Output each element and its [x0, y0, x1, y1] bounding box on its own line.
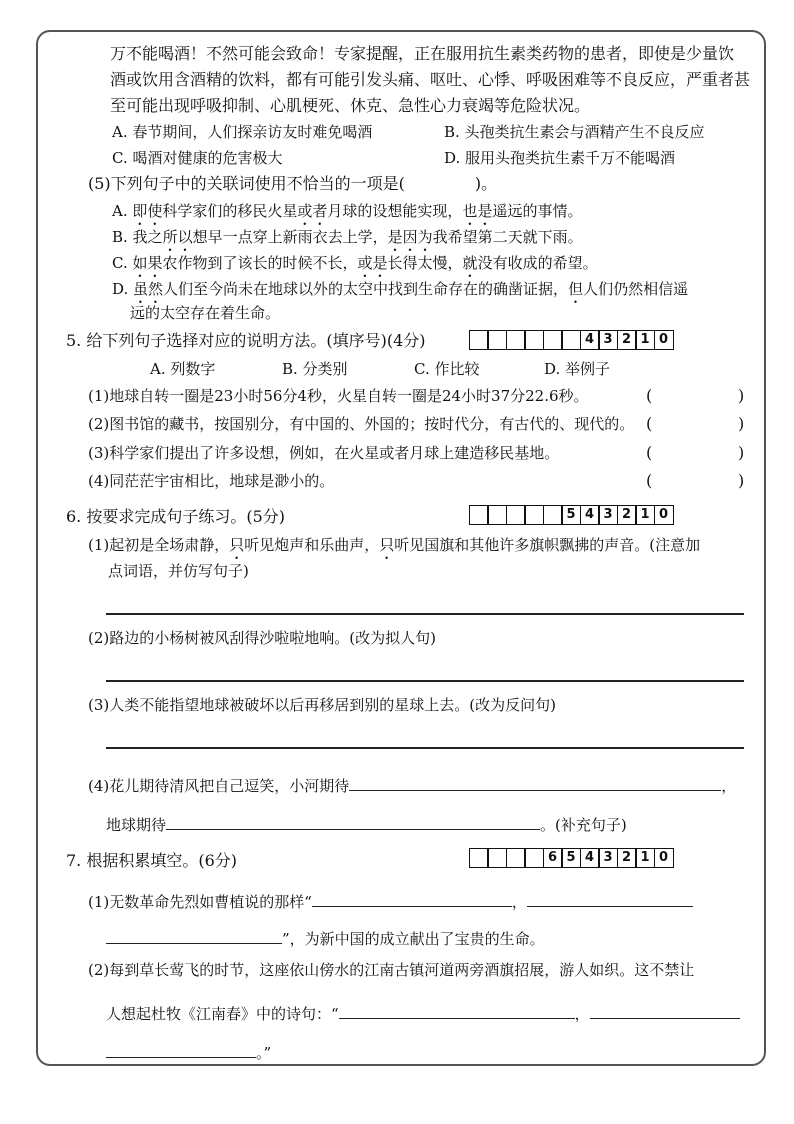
option-5c[interactable]: C. 如果农作物到了该长的时候不长，或是长得太慢，就没有收成的希望。: [112, 254, 598, 272]
passage-line-2: 酒或饮用含酒精的饮料，都有可能引发头痛、呕吐、心悸、呼吸困难等不良反应，严重者甚: [110, 70, 751, 89]
answer-paren-close[interactable]: ): [738, 386, 745, 405]
score-box[interactable]: 3: [598, 848, 618, 868]
score-boxes-q6: [470, 505, 674, 525]
q7-sentence-2-line-2: 人想起杜牧《江南春》中的诗句：“ ，: [106, 1002, 740, 1024]
answer-line-q6-1[interactable]: [106, 613, 744, 615]
q6-sentence-3: (3)人类不能指望地球被破坏以后再移居到别的星球上去。(改为反问句): [88, 696, 556, 714]
score-box[interactable]: 2: [617, 330, 637, 350]
q5-sentence-1: (1)地球自转一圈是23小时56分4秒，火星自转一圈是24小时37分22.6秒。: [88, 387, 589, 405]
option-5d[interactable]: D. 虽然人们至今尚未在地球以外的太空中找到生命存在的确凿证据，但人们仍然相信遥: [112, 280, 689, 298]
answer-blank[interactable]: [339, 1002, 575, 1019]
answer-blank[interactable]: [527, 890, 693, 907]
score-box[interactable]: [524, 505, 544, 525]
answer-blank[interactable]: [349, 774, 721, 791]
passage-line-3: 至可能出现呼吸抑制、心肌梗死、休克、急性心力衰竭等危险状况。: [110, 96, 591, 115]
score-box[interactable]: 1: [635, 848, 655, 868]
score-box[interactable]: [487, 505, 507, 525]
score-box[interactable]: 3: [598, 505, 618, 525]
answer-blank[interactable]: [106, 1041, 256, 1058]
q7-sentence-1: (1)无数革命先烈如曹植说的那样“ ，: [88, 890, 693, 912]
score-box[interactable]: 0: [654, 330, 674, 350]
answer-blank[interactable]: [166, 813, 540, 830]
score-box[interactable]: [524, 330, 544, 350]
score-box[interactable]: [469, 848, 489, 868]
score-box[interactable]: [487, 330, 507, 350]
score-boxes-q7: [470, 848, 674, 868]
option-b[interactable]: B. 头孢类抗生素会与酒精产生不良反应: [444, 123, 705, 141]
q5-sentence-4: (4)同茫茫宇宙相比，地球是渺小的。: [88, 472, 335, 490]
answer-paren-close[interactable]: ): [738, 414, 745, 433]
option-d[interactable]: D. 服用头孢类抗生素千万不能喝酒: [444, 149, 676, 167]
answer-paren-open[interactable]: (: [646, 443, 653, 462]
score-box[interactable]: [469, 330, 489, 350]
question-5-title: 5. 给下列句子选择对应的说明方法。(填序号)(4分): [66, 331, 426, 350]
score-box[interactable]: 1: [635, 330, 655, 350]
option-5a[interactable]: A. 即使科学家们的移民火星或者月球的设想能实现，也是遥远的事情。: [112, 202, 583, 220]
q6-sentence-4-line-2: 地球期待 。(补充句子): [106, 813, 627, 835]
answer-paren-open[interactable]: (: [646, 471, 653, 490]
score-box[interactable]: [487, 848, 507, 868]
score-box[interactable]: 2: [617, 505, 637, 525]
option-c[interactable]: C. 喝酒对健康的危害极大: [112, 149, 283, 167]
score-box[interactable]: 2: [617, 848, 637, 868]
answer-line-q6-2[interactable]: [106, 680, 744, 682]
score-box[interactable]: 4: [580, 848, 600, 868]
q6-sentence-1: (1)起初是全场肃静，只听见炮声和乐曲声，只听见国旗和其他许多旗帜飘拂的声音。(注意加: [88, 536, 701, 554]
score-box[interactable]: [543, 330, 563, 350]
answer-line-q6-3[interactable]: [106, 747, 744, 749]
method-option-b: B. 分类别: [282, 360, 348, 378]
score-box[interactable]: [506, 330, 526, 350]
score-box[interactable]: 6: [543, 848, 563, 868]
q5-sentence-2: (2)图书馆的藏书，按国别分，有中国的、外国的；按时代分，有古代的、现代的。: [88, 415, 635, 433]
score-box[interactable]: [506, 505, 526, 525]
score-box[interactable]: 4: [580, 505, 600, 525]
q6-sentence-1-line-2: 点词语，并仿写句子): [108, 562, 249, 580]
q5-sentence-3: (3)科学家们提出了许多设想，例如，在火星或者月球上建造移民基地。: [88, 444, 560, 462]
answer-paren-close[interactable]: ): [738, 471, 745, 490]
passage-line-1: 万不能喝酒！不然可能会致命！专家提醒，正在服用抗生素类药物的患者，即使是少量饮: [110, 44, 735, 63]
score-box[interactable]: 1: [635, 505, 655, 525]
question-6-title: 6. 按要求完成句子练习。(5分): [66, 507, 286, 526]
q7-sentence-2-line-3: 。”: [106, 1041, 271, 1063]
score-box[interactable]: 3: [598, 330, 618, 350]
answer-paren-close[interactable]: ): [738, 443, 745, 462]
answer-blank[interactable]: [312, 890, 512, 907]
method-option-c: C. 作比较: [414, 360, 480, 378]
method-option-d: D. 举例子: [544, 360, 611, 378]
score-box[interactable]: 5: [561, 848, 581, 868]
q7-sentence-1-line-2: ”，为新中国的成立献出了宝贵的生命。: [106, 927, 545, 949]
score-box[interactable]: 5: [561, 505, 581, 525]
score-box[interactable]: [506, 848, 526, 868]
answer-paren-open[interactable]: (: [646, 414, 653, 433]
score-box[interactable]: 0: [654, 505, 674, 525]
score-box[interactable]: 4: [580, 330, 600, 350]
score-box[interactable]: [543, 505, 563, 525]
answer-blank[interactable]: [590, 1002, 740, 1019]
score-box[interactable]: [561, 330, 581, 350]
q6-sentence-2: (2)路边的小杨树被风刮得沙啦啦地响。(改为拟人句): [88, 629, 436, 647]
answer-blank[interactable]: [106, 927, 282, 944]
question-4-5-stem: (5)下列句子中的关联词使用不恰当的一项是( )。: [88, 174, 498, 193]
q6-sentence-4: (4)花儿期待清风把自己逗笑，小河期待 ，: [88, 774, 736, 796]
option-5b[interactable]: B. 我之所以想早一点穿上新雨衣去上学，是因为我希望第二天就下雨。: [112, 228, 583, 246]
option-5d-line-2: 远的太空存在着生命。: [130, 304, 281, 322]
score-box[interactable]: 0: [654, 848, 674, 868]
score-box[interactable]: [469, 505, 489, 525]
question-7-title: 7. 根据积累填空。(6分): [66, 851, 238, 870]
q7-sentence-2: (2)每到草长莺飞的时节，这座依山傍水的江南古镇河道两旁酒旗招展，游人如织。这不禁让: [88, 961, 695, 979]
method-option-a: A. 列数字: [150, 360, 216, 378]
score-boxes-q5: [470, 330, 674, 350]
score-box[interactable]: [524, 848, 544, 868]
answer-paren-open[interactable]: (: [646, 386, 653, 405]
option-a[interactable]: A. 春节期间，人们探亲访友时难免喝酒: [112, 123, 373, 141]
